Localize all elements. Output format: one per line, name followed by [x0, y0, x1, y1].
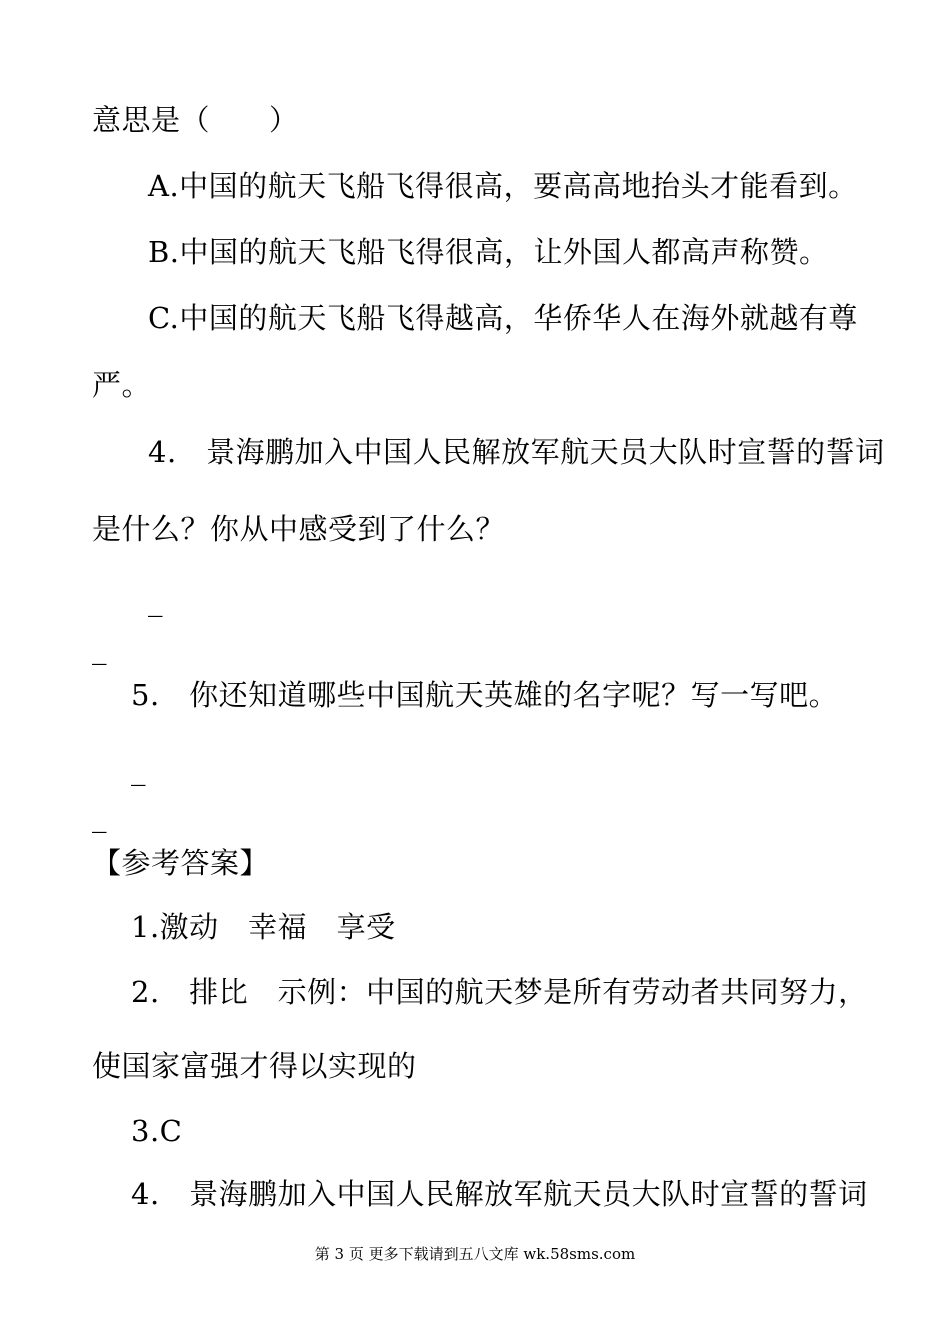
q4-line1: 4. 景海鹏加入中国人民解放军航天员大队时宣誓的誓词 [148, 435, 885, 469]
answer-2-line2: 使国家富强才得以实现的 [92, 1049, 417, 1083]
q3-option-c-line1: C.中国的航天飞船飞得越高，华侨华人在海外就越有尊 [148, 301, 858, 335]
q3-stem-tail: 意思是（ ） [92, 103, 299, 137]
page-footer: 第 3 页 更多下载请到五八文库 wk.58sms.com [314, 1245, 636, 1263]
q3-option-b: B.中国的航天飞船飞得很高，让外国人都高声称赞。 [148, 235, 829, 269]
q4-answer-blank-1: _ [148, 583, 163, 617]
q3-option-c-line2: 严。 [92, 368, 152, 402]
answer-2-line1: 2. 排比 示例：中国的航天梦是所有劳动者共同努力， [131, 975, 868, 1009]
q4-answer-blank-2: _ [92, 631, 107, 665]
answer-3: 3.C [131, 1114, 183, 1148]
answers-heading: 【参考答案】 [92, 846, 270, 880]
q5-answer-blank-1: _ [131, 752, 146, 786]
q3-option-a: A.中国的航天飞船飞得很高，要高高地抬头才能看到。 [148, 169, 858, 203]
q4-line2: 是什么？你从中感受到了什么？ [92, 512, 506, 546]
answer-4-line1: 4. 景海鹏加入中国人民解放军航天员大队时宣誓的誓词 [131, 1177, 868, 1211]
answer-1: 1.激动 幸福 享受 [131, 910, 396, 944]
q5-line1: 5. 你还知道哪些中国航天英雄的名字呢？写一写吧。 [131, 678, 839, 712]
q5-answer-blank-2: _ [92, 799, 107, 833]
